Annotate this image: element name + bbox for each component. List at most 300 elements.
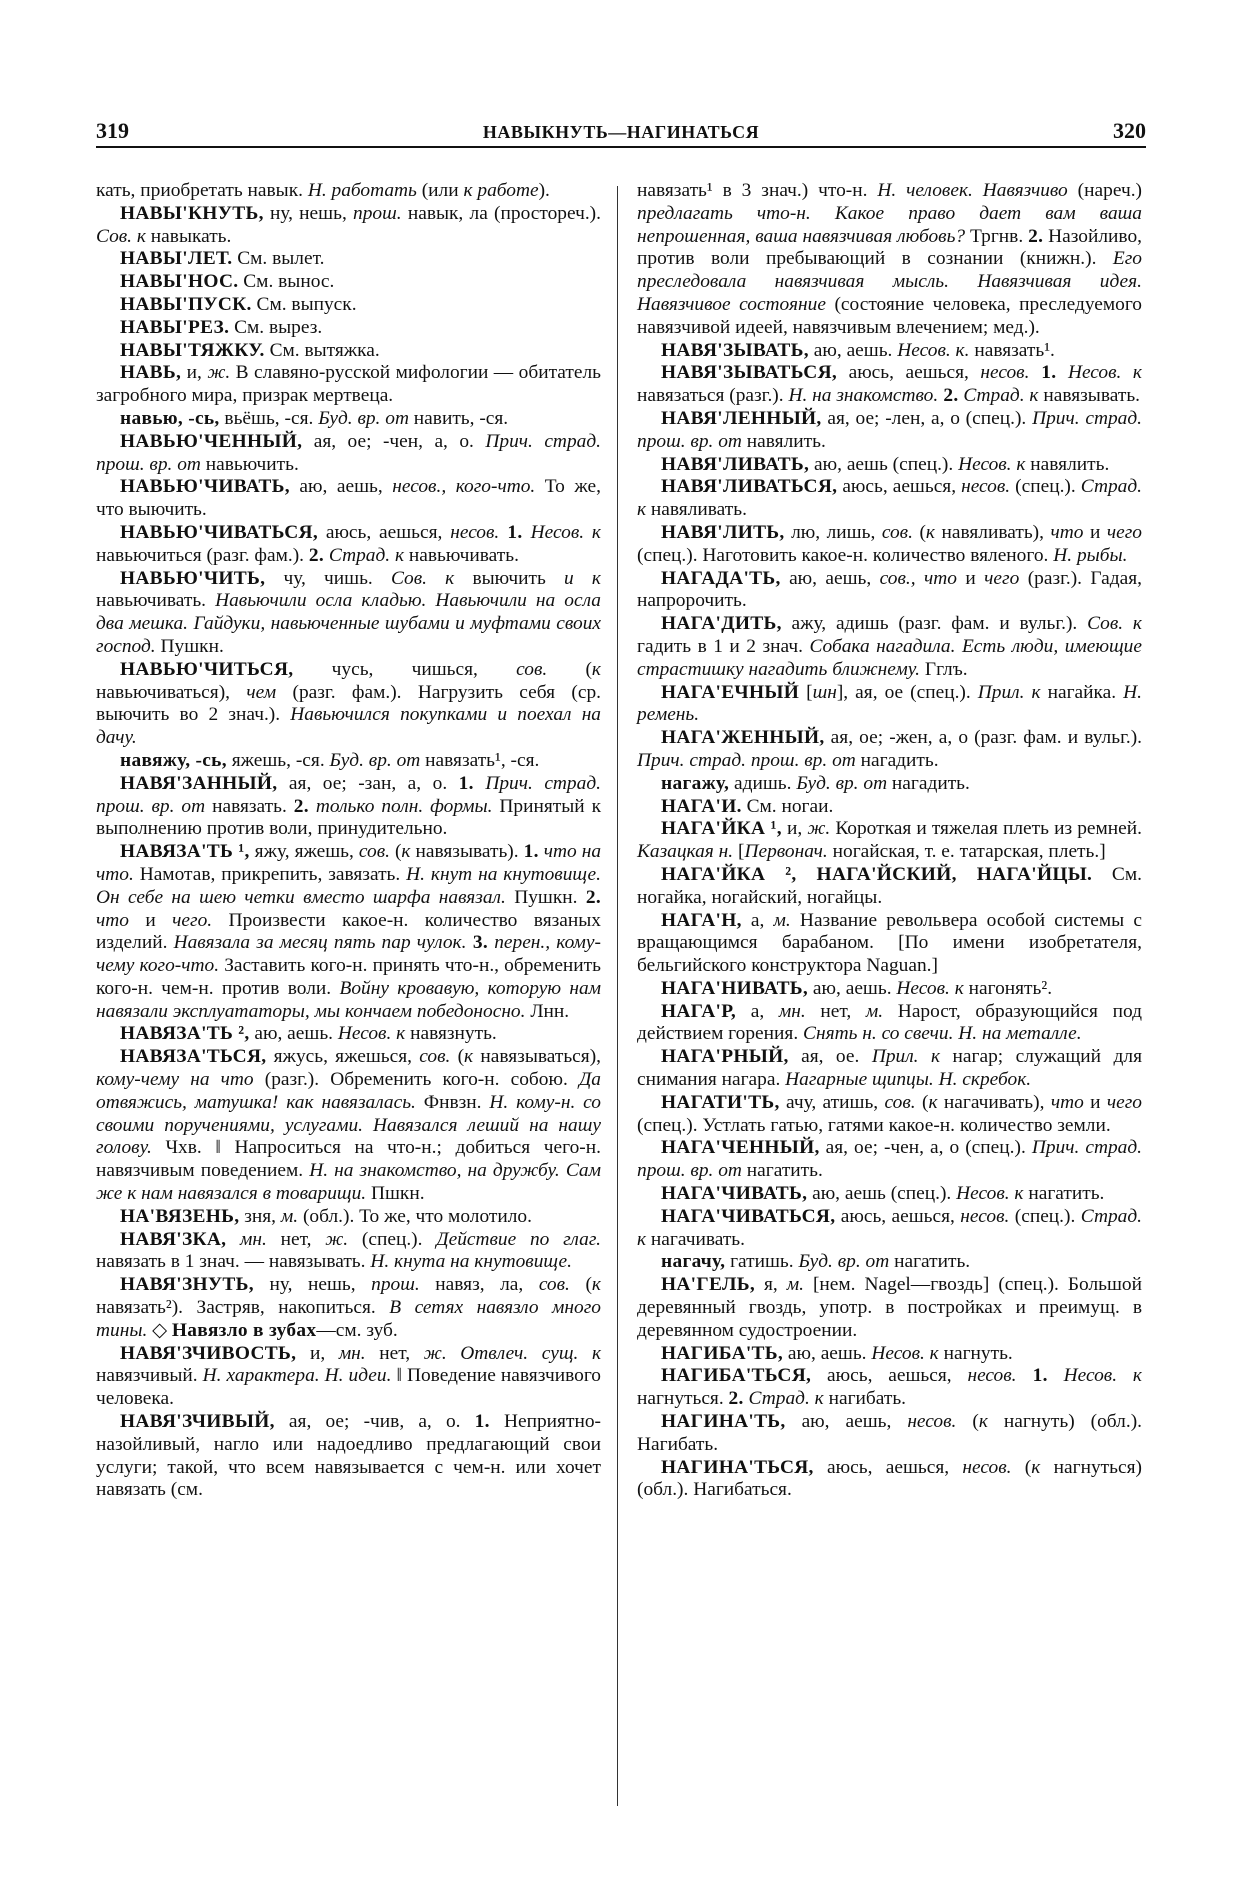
entry-text: сов. bbox=[538, 1274, 570, 1296]
entry-text: ая, ое; -чен, а, о. bbox=[302, 430, 486, 452]
dictionary-entry bbox=[637, 1001, 1142, 1047]
entry-text: Нарост, образующийся под действием горения. bbox=[637, 1000, 1142, 1045]
dictionary-entry bbox=[96, 773, 601, 841]
entry-text: навык, ла (простореч.). bbox=[401, 202, 601, 224]
entry-text: и bbox=[1083, 1091, 1107, 1113]
entry-text: м. bbox=[786, 1274, 804, 1296]
entry-text: к bbox=[925, 521, 935, 543]
entry-headword: 1. bbox=[474, 1411, 490, 1433]
entry-text: несов., кого-что. bbox=[392, 476, 536, 498]
entry-headword: НАГА'ЕЧНЫЙ bbox=[661, 681, 800, 703]
entry-text: к bbox=[928, 1091, 938, 1113]
entry-text: а, bbox=[736, 1000, 779, 1022]
entry-text: ая, ое; -чив, а, о. bbox=[274, 1411, 475, 1433]
entry-text: Н. рыбы. bbox=[1053, 544, 1128, 566]
dictionary-entry bbox=[96, 1206, 601, 1229]
entry-text: несов. bbox=[961, 476, 1011, 498]
entry-headword: НАВЯ'ЛИВАТЬСЯ, bbox=[661, 476, 838, 498]
entry-text: ( bbox=[956, 1411, 979, 1433]
entry-text: Чхв. ‖ Напроситься на что-н.; добиться чего-н. навязчивым поведением. bbox=[96, 1137, 601, 1182]
entry-headword: НАВЫ'КНУТЬ, bbox=[120, 202, 264, 224]
entry-text: чего bbox=[1106, 1091, 1143, 1113]
entry-text: зня, bbox=[239, 1205, 281, 1227]
entry-headword: НАВЫ'ПУСК. bbox=[120, 293, 252, 315]
dictionary-entry bbox=[637, 476, 1142, 522]
entry-headword: НАГИБА'ТЬ, bbox=[661, 1342, 784, 1364]
entry-text: Название револьвера особой системы с вращающимся барабаном. [По имени изобретателя, бельгийского конструктора Naguan.] bbox=[637, 909, 1142, 977]
dictionary-entry bbox=[637, 1251, 1142, 1274]
entry-text: чусь, чишься, bbox=[293, 658, 517, 680]
dictionary-entry bbox=[96, 522, 601, 568]
entry-text: ж. bbox=[207, 362, 231, 384]
entry-headword: 1. bbox=[458, 772, 474, 794]
entry-text: несов. bbox=[980, 362, 1030, 384]
entry-headword: 3. bbox=[466, 932, 489, 954]
entry-text: навязать¹ в 3 знач.) что-н. bbox=[637, 180, 878, 201]
entry-text: [нем. Nagel—гвоздь] (спец.). Большой деревянный гвоздь, употр. в постройках и преимущ. в деревянном судостроении. bbox=[637, 1274, 1142, 1341]
dictionary-entry bbox=[637, 864, 1142, 910]
entry-text: Страд. к bbox=[743, 1388, 824, 1410]
entry-text: навьючивать. bbox=[404, 544, 519, 566]
dictionary-entry bbox=[637, 613, 1142, 681]
entry-text: нагатить. bbox=[741, 1160, 823, 1182]
entry-headword: 2. bbox=[293, 795, 309, 817]
column-divider bbox=[617, 186, 618, 1806]
entry-text: Сов. к bbox=[96, 225, 146, 247]
entry-text: и bbox=[1083, 521, 1107, 543]
entry-headword: НАВЯ'ЗАННЫЙ, bbox=[120, 772, 278, 794]
entry-text: вьёшь, -ся. bbox=[219, 407, 319, 429]
entry-text: Прич. страд. прош. вр. от bbox=[637, 1137, 1142, 1182]
entry-headword: НАГА'ЧИВАТЬ, bbox=[661, 1183, 808, 1205]
entry-text: Намотав, прикрепить, завязать. bbox=[133, 863, 407, 885]
entry-text: ажу, адишь (разг. фам. и вульг.). bbox=[781, 613, 1088, 635]
entry-text: Прил. к bbox=[977, 681, 1041, 703]
entry-headword: НАГА'ЧИВАТЬСЯ, bbox=[661, 1205, 836, 1227]
entry-text: Навязала за месяц пять пар чулок. bbox=[173, 932, 467, 954]
entry-headword: НАГАДА'ТЬ, bbox=[661, 567, 781, 589]
entry-text: Нагарные щипцы. Н. скребок. bbox=[785, 1069, 1032, 1091]
dictionary-entry bbox=[637, 568, 1142, 614]
page-header bbox=[96, 118, 1146, 148]
entry-text: мн. bbox=[226, 1228, 267, 1250]
entry-text: яжешь, -ся. bbox=[226, 749, 330, 771]
entry-text: навязать²). Застряв, накопиться. bbox=[96, 1297, 390, 1319]
entry-text: Страд. к bbox=[324, 544, 405, 566]
entry-headword: НА'ВЯЗЕНЬ, bbox=[120, 1205, 240, 1227]
dictionary-entry bbox=[637, 818, 1142, 864]
entry-headword: навью, -сь, bbox=[120, 407, 220, 429]
entry-headword: 2. bbox=[728, 1388, 744, 1410]
entry-text: Страд. к bbox=[637, 476, 1142, 521]
entry-text: несов. bbox=[962, 1456, 1012, 1478]
entry-text: Н. на знакомство. bbox=[788, 385, 939, 407]
entry-headword: НАВЯ'ЗЫВАТЬ, bbox=[661, 339, 809, 361]
entry-headword: НАГА'ЖЕННЫЙ, bbox=[661, 727, 825, 749]
entry-text: Н. характера. Н. идеи. bbox=[202, 1365, 392, 1387]
entry-text: что на что. bbox=[96, 841, 602, 885]
dictionary-entry bbox=[637, 1046, 1142, 1092]
entry-text: (обл.). То же, что молотило. bbox=[298, 1205, 532, 1227]
entry-text: Короткая и тяжелая плеть из ремней. bbox=[830, 818, 1142, 840]
entry-text: чем bbox=[246, 681, 277, 703]
entry-text: Снять н. со свечи. Н. на металле. bbox=[803, 1023, 1082, 1045]
entry-text: (нареч.) bbox=[1067, 180, 1142, 201]
entry-text: ну, нешь, bbox=[253, 1274, 372, 1296]
entry-text: Несов. к bbox=[337, 1023, 406, 1045]
entry-text: чего bbox=[1106, 521, 1143, 543]
entry-text: навязываться), bbox=[473, 1046, 602, 1068]
entry-text: м. bbox=[865, 1000, 884, 1022]
dictionary-entry bbox=[637, 1411, 1142, 1457]
dictionary-entry bbox=[96, 1023, 601, 1046]
entry-text: Гглъ. bbox=[920, 658, 968, 680]
dictionary-entry bbox=[96, 1046, 601, 1206]
entry-text: Навьючился покупками и поехал на дачу. bbox=[96, 704, 602, 749]
entry-text: Собака нагадила. Есть люди, имеющие страстишку нагадить ближнему. bbox=[637, 635, 1142, 680]
entry-text: ж. bbox=[325, 1228, 349, 1250]
dictionary-entry bbox=[96, 568, 601, 659]
left-page-number: 319 bbox=[96, 118, 129, 143]
entry-text: Прич. страд. прош. вр. от bbox=[96, 772, 601, 817]
entry-text: ( bbox=[915, 1091, 929, 1113]
entry-text: Прич. страд. прош. вр. от bbox=[637, 407, 1142, 452]
dictionary-entry bbox=[637, 727, 1142, 773]
dictionary-entry bbox=[637, 180, 1142, 340]
entry-headword: НАГА'Н, bbox=[661, 909, 742, 931]
dictionary-entry bbox=[637, 1457, 1142, 1503]
entry-headword: НАВЫ'РЕЗ. bbox=[120, 316, 230, 338]
entry-headword: НАВЯ'ЛИТЬ, bbox=[661, 521, 785, 543]
dictionary-entry bbox=[96, 408, 601, 431]
entry-text: аю, аешь. bbox=[808, 339, 898, 361]
entry-text: сов. bbox=[881, 521, 913, 543]
entry-text: Буд. вр. от bbox=[796, 772, 888, 794]
entry-headword: НАВЯЗА'ТЬ ², bbox=[120, 1023, 250, 1045]
entry-text: ж. bbox=[807, 818, 831, 840]
entry-text: навяливать), bbox=[934, 521, 1051, 543]
entry-text: Тргнв. bbox=[965, 225, 1029, 247]
entry-text: —см. зуб. bbox=[316, 1319, 398, 1341]
entry-text: (спец.). bbox=[348, 1228, 437, 1250]
entry-text: навязчивый. bbox=[96, 1365, 203, 1387]
entry-text: аю, аешь. bbox=[249, 1023, 338, 1045]
entry-headword: 2. bbox=[938, 385, 959, 407]
entry-text: ая, ое; -лен, а, о (спец.). bbox=[821, 407, 1033, 429]
right-page-number: 320 bbox=[1113, 118, 1146, 143]
dictionary-entry bbox=[637, 682, 1142, 728]
entry-text: и bbox=[956, 567, 985, 589]
entry-text: мн. bbox=[778, 1000, 806, 1022]
dictionary-entry bbox=[96, 476, 601, 522]
entry-text: кать, приобретать навык. bbox=[96, 180, 308, 201]
entry-text: Первонач. bbox=[744, 841, 828, 863]
dictionary-entry bbox=[637, 1274, 1142, 1342]
entry-text: См. вылет. bbox=[232, 248, 325, 270]
entry-text: к bbox=[401, 841, 411, 863]
entry-text: (или bbox=[416, 180, 464, 201]
entry-text: навяливать. bbox=[646, 499, 747, 521]
right-column bbox=[637, 180, 1142, 1502]
dictionary-entry bbox=[637, 1206, 1142, 1252]
entry-text: нагнуть. bbox=[938, 1342, 1013, 1364]
entry-text: Буд. вр. от bbox=[318, 407, 409, 429]
entry-text: Пушкн. bbox=[155, 635, 224, 657]
entry-text: Заставить кого-н. принять что-н., обременить кого-н. чем-н. против воли. bbox=[96, 955, 601, 999]
entry-text: [ bbox=[733, 841, 745, 863]
entry-headword: НАВЬЮ'ЧИТЬСЯ, bbox=[120, 658, 294, 680]
entry-text: несов. bbox=[960, 1205, 1010, 1227]
entry-text: Назойливо, против воли пребывающий в сознании (книжн.). bbox=[637, 225, 1142, 270]
entry-text: нагатить. bbox=[889, 1251, 971, 1273]
entry-text: (состояние человека, преследуемого навязчивой идеей, навязчивым влечением; мед.). bbox=[637, 293, 1143, 338]
entry-text: гадить в 1 и 2 знач. bbox=[637, 635, 810, 657]
entry-text: ( bbox=[1011, 1456, 1032, 1478]
entry-text: Н. работать bbox=[307, 180, 417, 201]
entry-text: сов., что bbox=[879, 567, 957, 589]
entry-headword: НАВЯ'ЗЧИВОСТЬ, bbox=[120, 1342, 297, 1364]
entry-text: навяз, ла, bbox=[419, 1274, 539, 1296]
dictionary-entry bbox=[96, 203, 601, 249]
dictionary-entry bbox=[96, 1343, 601, 1411]
entry-text: См. ногаи. bbox=[741, 795, 834, 817]
entry-text: ая, ое; -зан, а, о. bbox=[277, 772, 459, 794]
entry-text: ж. Отвлеч. сущ. к bbox=[423, 1342, 602, 1364]
entry-headword: НАВЫ'ТЯЖКУ. bbox=[120, 339, 265, 361]
entry-headword: навяжу, -сь, bbox=[120, 749, 227, 771]
entry-text: навязать в 1 знач. — навязывать. bbox=[96, 1251, 371, 1273]
entry-text: ну, нешь, bbox=[263, 202, 354, 224]
entry-text: Прил. к bbox=[871, 1046, 941, 1068]
entry-text: перен., кому-чему кого-что. bbox=[96, 932, 601, 977]
entry-headword: НАГА'ЙКА ¹, bbox=[661, 818, 782, 840]
entry-text: гатишь. bbox=[725, 1251, 799, 1273]
entry-text: См. вырез. bbox=[229, 316, 323, 338]
entry-headword: НАГА'РНЫЙ, bbox=[661, 1046, 789, 1068]
entry-text: (спец.). Наготовить какое-н. количество вяленого. bbox=[637, 544, 1054, 566]
entry-text: нагнуться) (обл.). Нагибаться. bbox=[637, 1456, 1142, 1501]
entry-text: Сов. к bbox=[1087, 613, 1142, 635]
entry-text: несов. bbox=[450, 521, 500, 543]
entry-text: к работе bbox=[463, 180, 539, 201]
entry-text: Буд. вр. от bbox=[329, 749, 421, 771]
entry-headword: НАВЬЮ'ЧИВАТЬ, bbox=[120, 476, 290, 498]
entry-text: Несов. к bbox=[958, 453, 1026, 475]
entry-text: Н. на знакомство, на дружбу. Сам же к нам навязался в товарищи. bbox=[96, 1160, 601, 1205]
entry-headword: 1. bbox=[1016, 1365, 1048, 1387]
entry-headword: 2. bbox=[585, 886, 601, 908]
entry-text: Прич. страд. прош. вр. от bbox=[96, 430, 601, 475]
entry-text: Несов. к bbox=[530, 521, 601, 543]
entry-text: Пшкн. bbox=[366, 1183, 425, 1205]
entry-headword: НА'ГЕЛЬ, bbox=[661, 1274, 756, 1296]
entry-text: См. вынос. bbox=[238, 271, 335, 293]
entry-text: и, bbox=[181, 362, 208, 384]
entry-text: Несов. к bbox=[956, 1183, 1024, 1205]
entry-headword: НАВЯЗА'ТЬСЯ, bbox=[120, 1046, 267, 1068]
entry-text: аю, аешь. bbox=[783, 1342, 872, 1364]
entry-text: чего. bbox=[172, 909, 213, 931]
entry-text: Принятый к выполнению против воли, принудительно. bbox=[96, 795, 602, 840]
entry-text: лю, лишь, bbox=[784, 521, 882, 543]
entry-text: а, bbox=[741, 909, 774, 931]
entry-headword: НАГАТИ'ТЬ, bbox=[661, 1091, 780, 1113]
entry-text: Страд. к bbox=[637, 1205, 1142, 1250]
entry-text: В славяно-русской мифологии — обитатель загробного мира, призрак мертвеца. bbox=[96, 362, 601, 407]
entry-text: нет, bbox=[805, 1000, 866, 1022]
entry-text: навьючиваться), bbox=[96, 681, 247, 703]
entry-text: аю, аешь, bbox=[785, 1411, 908, 1433]
dictionary-entry bbox=[637, 910, 1142, 978]
entry-text: Н. человек. Навязчиво bbox=[877, 180, 1068, 201]
entry-headword: НАВЯ'ЛИВАТЬ, bbox=[661, 453, 810, 475]
entry-text: прош. bbox=[353, 202, 402, 224]
entry-text: аюсь, аешься, bbox=[837, 362, 981, 384]
dictionary-entry bbox=[637, 1343, 1142, 1366]
entry-text: шн bbox=[812, 681, 837, 703]
entry-text: В сетях навязло много тины. bbox=[96, 1297, 601, 1341]
entry-headword: НАВЯЗА'ТЬ ¹, bbox=[120, 841, 250, 863]
entry-text: к bbox=[464, 1046, 474, 1068]
entry-text: Н. кому-н. со своими поручениями, услугами. Навязался леший на нашу голову. bbox=[96, 1091, 601, 1159]
dictionary-entry bbox=[637, 796, 1142, 819]
entry-text: навязать. bbox=[205, 795, 294, 817]
entry-text: ( bbox=[450, 1046, 465, 1068]
entry-headword: НАГИБА'ТЬСЯ, bbox=[661, 1365, 812, 1387]
entry-headword: НАГА'ЙКА ², НАГА'ЙСКИЙ, НАГА'ЙЦЫ. bbox=[661, 863, 1093, 885]
entry-text: См. выпуск. bbox=[251, 293, 357, 315]
entry-headword: НАВЯ'ЛЕННЫЙ, bbox=[661, 407, 822, 429]
entry-headword: НАГА'ЧЕННЫЙ, bbox=[661, 1137, 820, 1159]
entry-text: яжусь, яжешься, bbox=[266, 1046, 420, 1068]
dictionary-entry bbox=[96, 362, 601, 408]
entry-text: сов. bbox=[419, 1046, 451, 1068]
entry-text: Фнвзн. bbox=[415, 1091, 490, 1113]
dictionary-entry bbox=[96, 1229, 601, 1275]
dictionary-entry bbox=[96, 317, 601, 340]
dictionary-entry bbox=[637, 1365, 1142, 1411]
entry-text: ногайская, т. е. татарская, плеть.] bbox=[827, 841, 1106, 863]
entry-text: навязывать). bbox=[410, 841, 524, 863]
entry-text: [ bbox=[799, 681, 813, 703]
entry-text: чего bbox=[984, 567, 1020, 589]
entry-text: я, bbox=[755, 1274, 787, 1296]
entry-text: То же, что выючить. bbox=[96, 476, 601, 521]
entry-text: несов. bbox=[967, 1365, 1017, 1387]
entry-headword: НАВЬ, bbox=[120, 362, 182, 384]
dictionary-entry bbox=[637, 1183, 1142, 1206]
entry-headword: НАВЬЮ'ЧЕННЫЙ, bbox=[120, 430, 303, 452]
entry-headword: НАГА'ДИТЬ, bbox=[661, 613, 782, 635]
header-rule bbox=[96, 146, 1146, 148]
entry-text: аюсь, аешься, bbox=[835, 1205, 961, 1227]
dictionary-entry bbox=[96, 180, 601, 203]
dictionary-entry bbox=[96, 294, 601, 317]
entry-text: к bbox=[591, 658, 601, 680]
dictionary-entry bbox=[637, 454, 1142, 477]
entry-text: ая, ое; -чен, а, о (спец.). bbox=[819, 1137, 1032, 1159]
dictionary-entry bbox=[637, 773, 1142, 796]
entry-headword: НАВЯ'ЗКА, bbox=[120, 1228, 227, 1250]
entry-text: навязывать. bbox=[1038, 385, 1141, 407]
running-title: НАВЫКНУТЬ—НАГИНАТЬСЯ bbox=[482, 122, 760, 142]
entry-text: аю, аешь, bbox=[289, 476, 393, 498]
entry-text: что bbox=[96, 909, 129, 931]
entry-text: аю, аешь, bbox=[780, 567, 880, 589]
dictionary-entry bbox=[637, 1092, 1142, 1138]
entry-headword: 1. bbox=[1029, 362, 1057, 384]
entry-text: Буд. вр. от bbox=[798, 1251, 890, 1273]
entry-text: Пушкн. bbox=[505, 886, 586, 908]
entry-text: нагнуться. bbox=[637, 1388, 729, 1410]
entry-text: Войну кровавую, которую нам навязали эксплуататоры, мы кончаем победоносно. bbox=[96, 977, 602, 1022]
dictionary-entry bbox=[96, 271, 601, 294]
entry-text: Н. кнут на кнутовище. Он себе на шею четки вместо шарфа навязал. bbox=[96, 863, 601, 908]
entry-text: что bbox=[1050, 521, 1084, 543]
entry-text: Навьючили осла кладью. Навьючили на осла два мешка. Гайдуки, навьюченные шубами и муфтами своих господ. bbox=[96, 590, 601, 657]
entry-text: (спец.). bbox=[1010, 476, 1081, 498]
entry-headword: 2. bbox=[1028, 225, 1044, 247]
entry-text: (разг.). Гадая, напророчить. bbox=[637, 567, 1143, 612]
entry-text: Несов. к bbox=[896, 977, 964, 999]
entry-text: Его преследовала навязчивая мысль. Навязчивая идея. Навязчивое состояние bbox=[637, 248, 1142, 315]
entry-text: аю, аешь. bbox=[808, 977, 897, 999]
entry-text: выючить bbox=[454, 567, 565, 589]
entry-headword: нагажу, bbox=[661, 772, 730, 794]
entry-headword: НАГА'Р, bbox=[661, 1000, 737, 1022]
entry-text: нагачивать. bbox=[646, 1228, 745, 1250]
entry-text: только полн. формы. bbox=[308, 795, 493, 817]
entry-text: нагадить. bbox=[855, 749, 939, 771]
entry-text: сов. bbox=[516, 658, 548, 680]
entry-text: Действие по глаг. bbox=[436, 1228, 601, 1250]
entry-text: Н. ремень. bbox=[637, 681, 1143, 726]
entry-text: Прич. страд. прош. вр. от bbox=[637, 749, 856, 771]
entry-text: навязать¹. bbox=[969, 339, 1055, 361]
entry-text: аюсь, аешься, bbox=[813, 1456, 963, 1478]
entry-text: навязнуть. bbox=[405, 1023, 497, 1045]
entry-headword: 1. bbox=[523, 841, 539, 863]
entry-text: ( bbox=[912, 521, 926, 543]
dictionary-entry bbox=[637, 340, 1142, 363]
entry-text: яжу, яжешь, bbox=[249, 841, 359, 863]
entry-headword: НАВЬЮ'ЧИВАТЬСЯ, bbox=[120, 521, 319, 543]
entry-text: Неприятно-назойливый, нагло или надоедливо предлагающий свои услуги; такой, что всем навязывается с чем-н. или хочет навязать (см. bbox=[96, 1411, 601, 1501]
entry-text: ачу, атишь, bbox=[779, 1091, 885, 1113]
entry-text: Страд. к bbox=[958, 385, 1039, 407]
entry-text: аю, аешь (спец.). bbox=[807, 1183, 957, 1205]
entry-text: нет, bbox=[266, 1228, 326, 1250]
entry-text: навьючивать. bbox=[96, 590, 216, 612]
entry-text: нагар; служащий для снимания нагара. bbox=[637, 1046, 1142, 1091]
entry-headword: НАГА'НИВАТЬ, bbox=[661, 977, 809, 999]
entry-text: и, bbox=[781, 818, 808, 840]
entry-headword: НАВЯ'ЗЧИВЫЙ, bbox=[120, 1411, 275, 1433]
entry-text: к bbox=[978, 1411, 988, 1433]
entry-text: м. bbox=[773, 909, 791, 931]
entry-text: аюсь, аешься, bbox=[837, 476, 962, 498]
entry-headword: НАГИНА'ТЬ, bbox=[661, 1411, 786, 1433]
entry-text: ая, ое; -жен, а, о (разг. фам. и вульг.). bbox=[824, 727, 1142, 749]
entry-text: ], ая, ое (спец.). bbox=[836, 681, 978, 703]
entry-text: нет, bbox=[365, 1342, 424, 1364]
entry-text: нагонять². bbox=[963, 977, 1053, 999]
entry-text: нагадить. bbox=[887, 772, 970, 794]
entry-text: ). bbox=[538, 180, 550, 201]
entry-text: навыкать. bbox=[145, 225, 232, 247]
dictionary-entry bbox=[637, 362, 1142, 408]
dictionary-entry bbox=[637, 522, 1142, 568]
